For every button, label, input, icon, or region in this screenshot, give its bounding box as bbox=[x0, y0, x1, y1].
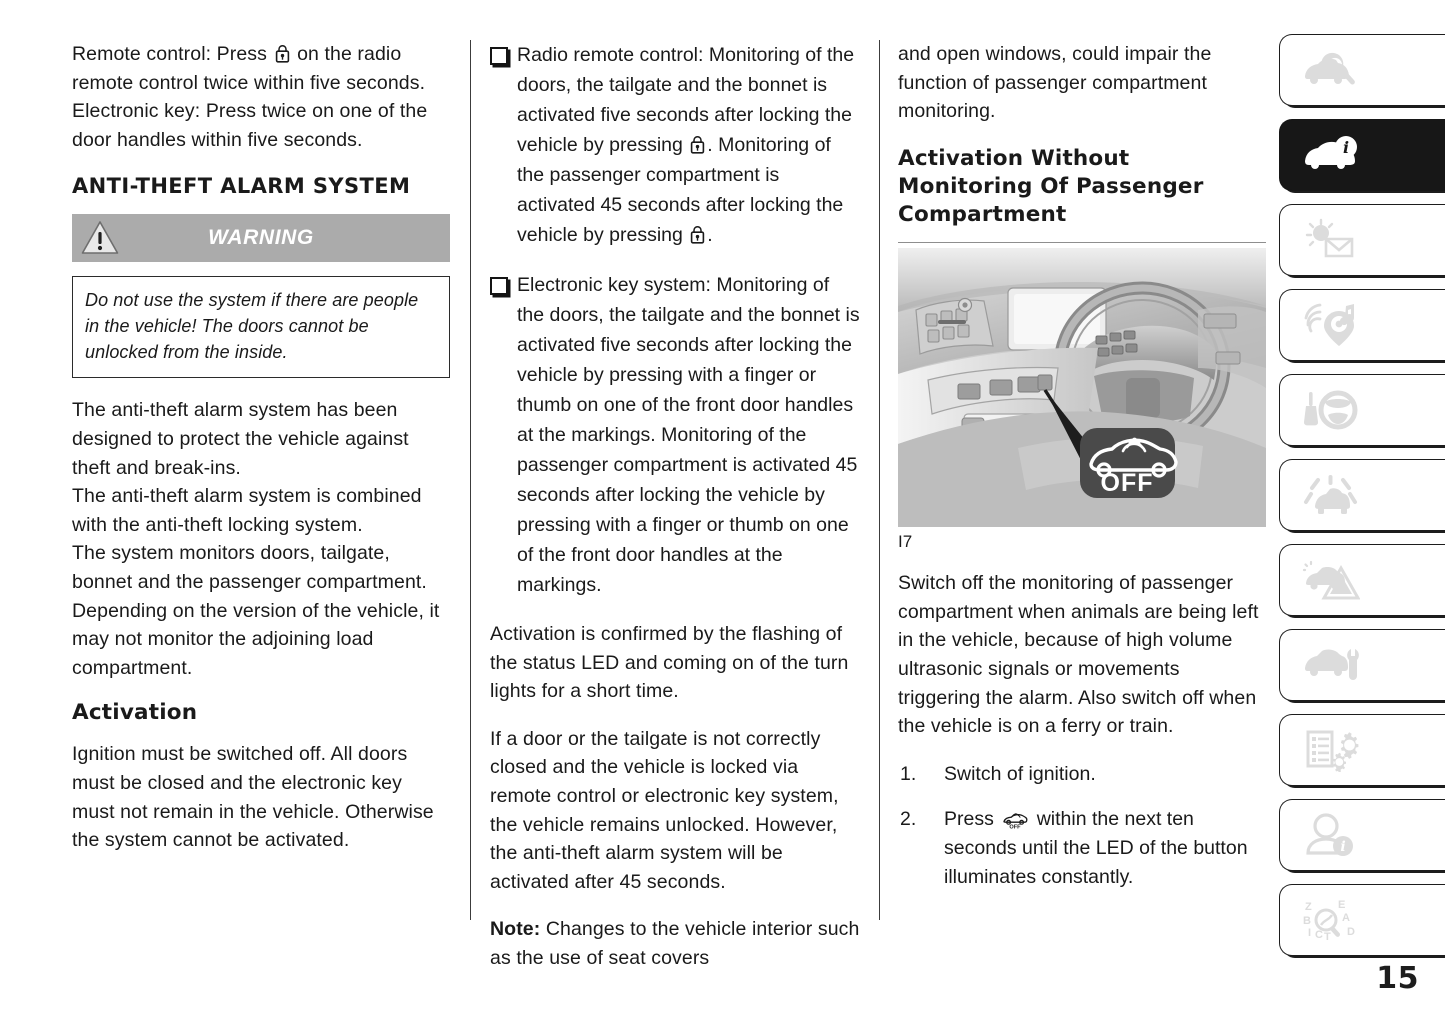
remote-control-rest: on the radio remote control twice within five seconds. bbox=[72, 43, 426, 94]
body-paragraph-1: The anti-theft alarm system has been designed to protect the vehicle against theft and break-ins. bbox=[72, 399, 409, 479]
sidebar-item-car-search[interactable] bbox=[1279, 34, 1445, 106]
sidebar-item-steering-wheel-controls[interactable] bbox=[1279, 374, 1445, 446]
step-text-part-2: within the next ten seconds until the LED of the button illuminates constantly. bbox=[944, 808, 1248, 888]
square-bullet-icon bbox=[490, 277, 508, 295]
column-three bbox=[898, 40, 1266, 908]
sidebar-item-breakdown-warning[interactable] bbox=[1279, 544, 1445, 616]
bullet-1-part-2: . Monitoring of the passenger compartment is activated 45 seconds after locking the vehicle by pressing bbox=[517, 134, 844, 246]
note-paragraph bbox=[490, 915, 860, 972]
warning-banner bbox=[72, 214, 450, 262]
column3-body: Switch off the monitoring of passenger compartment when animals are being left in the vehicle, because of high volume ultrasonic signals or movements triggering the alarm. Also switch off when the vehicle is on a ferry or train. bbox=[898, 572, 1259, 738]
steering-wheel-controls-icon bbox=[1302, 388, 1360, 432]
electronic-key-paragraph: Electronic key: Press twice on one of the door handles within five seconds. bbox=[72, 100, 428, 151]
dashboard-illustration bbox=[898, 248, 1266, 527]
lock-icon bbox=[275, 43, 290, 62]
customer-information-icon bbox=[1302, 813, 1360, 857]
step-text: Switch of ignition. bbox=[944, 762, 1096, 785]
sidebar-item-lights-and-wipers[interactable] bbox=[1279, 204, 1445, 276]
monitoring-off-icon bbox=[1002, 809, 1028, 828]
figure-caption: I7 bbox=[898, 532, 913, 552]
specifications-settings-icon bbox=[1302, 728, 1360, 772]
remote-control-paragraph bbox=[72, 40, 450, 97]
list-item bbox=[490, 270, 860, 600]
svg-text:i: i bbox=[1342, 138, 1350, 157]
column2-body-1: Activation is confirmed by the flashing of the status LED and coming on of the turn lights for a short time. bbox=[490, 623, 849, 703]
step-number: 1. bbox=[900, 762, 917, 785]
index-search-icon bbox=[1302, 898, 1360, 942]
monitoring-off-callout bbox=[1080, 428, 1176, 498]
list-item bbox=[898, 805, 1266, 891]
body-paragraph-3: The system monitors doors, tailgate, bonnet and the passenger compartment. bbox=[72, 542, 427, 593]
sidebar-item-customer-information[interactable] bbox=[1279, 799, 1445, 871]
note-text: Changes to the vehicle interior such as the use of seat covers bbox=[490, 918, 860, 969]
navigation-audio-icon bbox=[1302, 302, 1360, 348]
page-number: 15 bbox=[1376, 961, 1419, 996]
svg-text:Z B I: Z B I C T E A D bbox=[1303, 899, 1355, 942]
step-text-part-1: Press bbox=[944, 808, 994, 831]
sidebar-item-index-search[interactable] bbox=[1279, 884, 1445, 956]
bullet-2-text: Electronic key system: Monitoring of the doors, the tailgate and the bonnet is activated five seconds after locking the vehicle by pressing with a finger or thumb on one of the front door handles at the markings. Monitoring of the passenger compartment is activated 45 seconds after locking the vehicle by pressing with a finger or thumb on one of the front door handles at the markings. bbox=[517, 274, 860, 596]
chapter-tab-rail bbox=[1279, 34, 1445, 969]
car-search-icon bbox=[1302, 49, 1360, 91]
svg-text:i: i bbox=[1340, 839, 1346, 855]
bullet-1-part-1: Radio remote control: Monitoring of the doors, the tailgate and the bonnet is activated five seconds after locking the vehicle by pressing bbox=[517, 44, 855, 156]
step-number: 2. bbox=[900, 808, 917, 831]
sidebar-item-car-info[interactable] bbox=[1279, 119, 1445, 191]
figure-top-rule bbox=[898, 242, 1266, 244]
figure-dashboard bbox=[898, 242, 1266, 554]
sidebar-item-car-service[interactable] bbox=[1279, 629, 1445, 701]
section-heading-anti-theft: ANTI-THEFT ALARM SYSTEM bbox=[72, 174, 411, 199]
lights-and-wipers-icon bbox=[1302, 218, 1360, 262]
svg-text:OFF: OFF bbox=[1100, 469, 1154, 498]
sidebar-item-navigation-audio[interactable] bbox=[1279, 289, 1445, 361]
breakdown-warning-icon bbox=[1302, 558, 1360, 602]
activation-methods-list bbox=[490, 40, 860, 600]
continuation-paragraph: and open windows, could impair the function of passenger compartment monitoring. bbox=[898, 43, 1212, 123]
subheading-activation-without-monitoring: Activation Without Monitoring Of Passenger Compartment bbox=[898, 145, 1204, 227]
activation-body: Ignition must be switched off. All doors must be closed and the electronic key must not remain in the vehicle. Otherwise the system cannot be activated. bbox=[72, 743, 434, 852]
switch-off-steps bbox=[898, 760, 1266, 891]
list-item bbox=[898, 760, 1266, 789]
remote-control-label: Remote control: Press bbox=[72, 43, 268, 65]
bullet-1-part-3: . bbox=[707, 224, 713, 246]
column-one bbox=[72, 40, 450, 874]
warning-text-box bbox=[72, 276, 450, 378]
body-paragraph-2: The anti-theft alarm system is combined with the anti-theft locking system. bbox=[72, 485, 422, 536]
list-item bbox=[490, 40, 860, 250]
sidebar-item-specifications-settings[interactable] bbox=[1279, 714, 1445, 786]
lock-icon bbox=[690, 133, 705, 152]
column2-body-2: If a door or the tailgate is not correctly closed and the vehicle is locked via remote control or electronic key system, the vehicle remains unlocked. However, the anti-theft alarm system will be activated after 45 seconds. bbox=[490, 727, 839, 893]
svg-text:OFF: OFF bbox=[1009, 824, 1021, 830]
square-bullet-icon bbox=[490, 47, 508, 65]
lane-assist-icon bbox=[1302, 473, 1360, 517]
car-info-icon bbox=[1302, 134, 1360, 176]
warning-text: Do not use the system if there are people in the vehicle! The doors cannot be unlocked from the inside. bbox=[85, 290, 419, 363]
subheading-activation: Activation bbox=[72, 700, 198, 726]
column-two bbox=[490, 40, 860, 992]
body-paragraph-4: Depending on the version of the vehicle, it may not monitor the adjoining load compartment. bbox=[72, 599, 440, 679]
note-label: Note: bbox=[490, 918, 541, 941]
car-service-icon bbox=[1302, 644, 1360, 686]
warning-label: WARNING bbox=[208, 226, 314, 250]
lock-icon bbox=[690, 223, 705, 242]
sidebar-item-lane-assist[interactable] bbox=[1279, 459, 1445, 531]
